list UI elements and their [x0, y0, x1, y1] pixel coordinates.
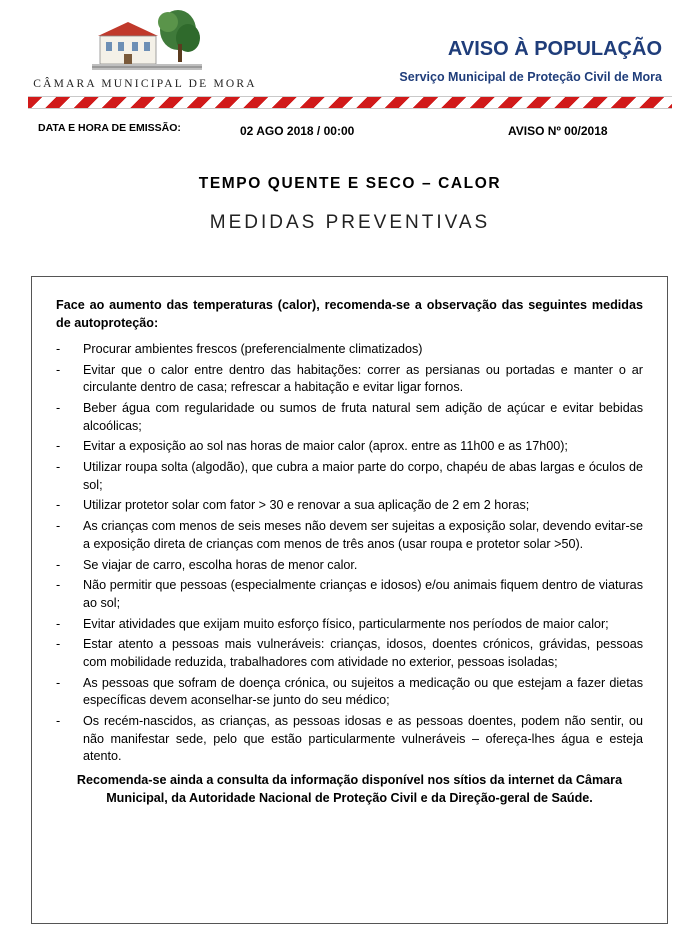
- bullet-dash: -: [56, 675, 61, 690]
- list-item: [56, 362, 643, 397]
- list-item-text: Não permitir que pessoas (especialmente crianças e idosos) e/ou animais fiquem dentro de viaturas ao sol;: [83, 578, 643, 610]
- bullet-dash: -: [56, 557, 61, 572]
- list-item: [56, 616, 643, 634]
- bullet-dash: -: [56, 578, 61, 593]
- bullet-dash: -: [56, 362, 61, 377]
- intro-paragraph: Face ao aumento das temperaturas (calor), recomenda-se a observação das seguintes medidas de autoproteção:: [56, 298, 643, 330]
- list-item-text: Estar atento a pessoas mais vulneráveis: crianças, idosos, doentes crónicos, grávidas, pessoas com mobilidade reduzida, trabalhadores com atividade no exterior, pessoas isoladas;: [83, 637, 643, 669]
- list-item-text: Beber água com regularidade ou sumos de fruta natural sem adição de açúcar e evitar bebidas alcoólicas;: [83, 401, 643, 433]
- bullet-dash: -: [56, 616, 61, 631]
- list-item-text: As pessoas que sofram de doença crónica, ou sujeitos a medicação ou que estejam a fazer dietas específicas devem aconselhar-se junto do seu médico;: [83, 675, 643, 708]
- list-item-text: Se viajar de carro, escolha horas de menor calor.: [83, 557, 358, 572]
- logo-text: CÂMARA MUNICIPAL DE MORA: [33, 78, 257, 90]
- bullet-dash: -: [56, 460, 61, 475]
- list-item: [56, 438, 643, 456]
- issue-date-value: 02 AGO 2018 / 00:00: [240, 124, 355, 138]
- bullet-dash: -: [56, 637, 61, 652]
- list-item-text: Utilizar roupa solta (algodão), que cubra a maior parte do corpo, chapéu de abas largas e óculos de sol;: [83, 460, 643, 492]
- list-item: [56, 577, 643, 612]
- notice-title: AVISO À POPULAÇÃO: [447, 38, 662, 60]
- bullet-dash: -: [56, 519, 61, 534]
- list-item-text: As crianças com menos de seis meses não devem ser sujeitas a exposição solar, devendo evitar-se a exposição direta de crianças com menos de três anos (usar roupa e protetor solar >50).: [83, 519, 643, 551]
- subheadline: MEDIDAS PREVENTIVAS: [209, 212, 491, 233]
- list-item-text: Evitar a exposição ao sol nas horas de maior calor (aprox. entre as 11h00 e as 17h00);: [83, 439, 568, 454]
- bullet-dash: -: [56, 498, 61, 513]
- list-item-text: Utilizar protetor solar com fator > 30 e renovar a sua aplicação de 2 em 2 horas;: [83, 498, 530, 513]
- town-hall-logo-icon: [92, 6, 202, 72]
- closing-paragraph: Recomenda-se ainda a consulta da informação disponível nos sítios da internet da Câmara Municipal, da Autoridade Nacional de Proteção Civil e da Direção-geral de Saúde.: [76, 772, 623, 805]
- list-item-text: Evitar que o calor entre dentro das habitações: correr as persianas ou portadas e manter o ar circulante dentro de casa; refrescar a habitação e evitar ligar fornos.: [83, 362, 643, 395]
- list-item: [56, 636, 643, 671]
- bullet-dash: -: [56, 439, 61, 454]
- list-item-text: Procurar ambientes frescos (preferencialmente climatizados): [83, 342, 423, 356]
- bullet-dash: -: [56, 714, 61, 729]
- list-item: [56, 557, 643, 575]
- municipal-logo: [30, 6, 260, 92]
- bullet-dash: -: [56, 401, 61, 416]
- headline: TEMPO QUENTE E SECO – CALOR: [198, 175, 502, 192]
- list-item: [56, 459, 643, 494]
- list-item: [56, 675, 643, 710]
- notice-subtitle: Serviço Municipal de Proteção Civil de Mora: [399, 70, 662, 84]
- measures-list: [56, 341, 643, 766]
- bullet-dash: -: [56, 342, 61, 356]
- notice-number: AVISO Nº 00/2018: [508, 124, 608, 138]
- list-item: [56, 400, 643, 435]
- issue-date-label: DATA E HORA DE EMISSÃO:: [38, 122, 181, 134]
- list-item: [56, 341, 643, 359]
- list-item-text: Os recém-nascidos, as crianças, as pessoas idosas e as pessoas doentes, podem não sentir, ou não manifestar sede, pelo que estão particularmente vulneráveis – ofereça-lhes água e esteja atento.: [83, 714, 643, 764]
- warning-stripe: [28, 96, 672, 109]
- list-item: [56, 518, 643, 553]
- list-item: [56, 713, 643, 766]
- measures-box: [31, 276, 668, 924]
- list-item-text: Evitar atividades que exijam muito esforço físico, particularmente nos períodos de maior calor;: [83, 616, 609, 631]
- list-item: [56, 497, 643, 515]
